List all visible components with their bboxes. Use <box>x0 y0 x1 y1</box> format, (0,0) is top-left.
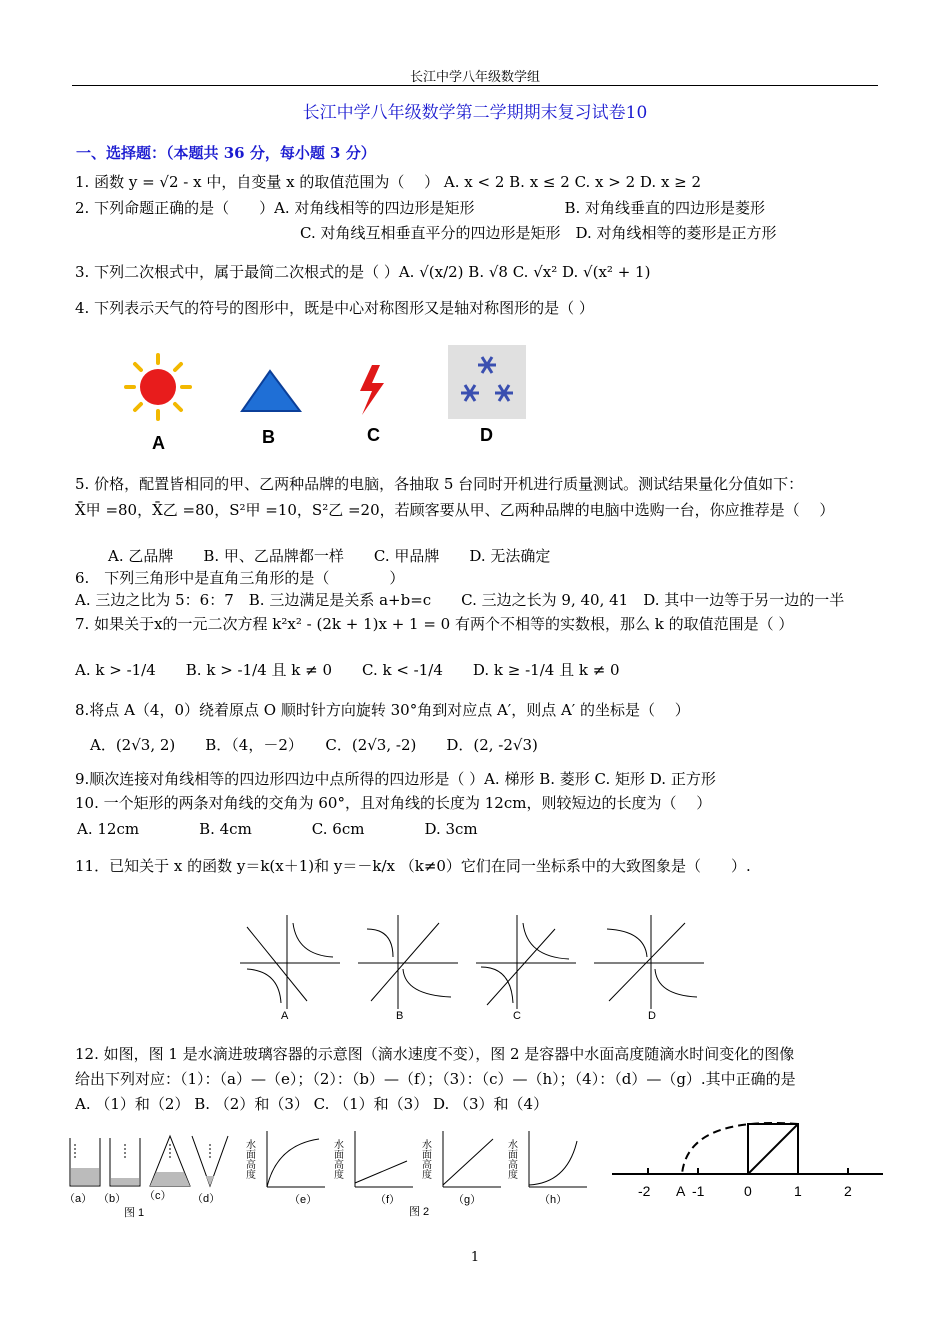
section-heading: 一、选择题：（本题共 36 分，每小题 3 分） <box>76 144 376 162</box>
graph-a <box>240 915 340 1009</box>
axis-title: 水面高度 <box>505 1139 517 1179</box>
container-label: （a） <box>64 1193 93 1205</box>
sun-icon <box>126 355 190 419</box>
graph-c <box>476 915 576 1009</box>
height-graphs-figure <box>245 1125 585 1220</box>
lightning-icon <box>360 365 384 415</box>
question-line: X̄甲 =80，X̄乙 =80，S²甲 =10，S²乙 =20，若顾客要从甲、乙两种品牌的电脑中选购一台，你应推荐是（ ） <box>75 501 835 519</box>
numberline-label: 0 <box>744 1183 752 1199</box>
graph-label: （f） <box>375 1194 401 1206</box>
container-label: （b） <box>98 1193 127 1205</box>
numberline-label: -2 <box>638 1183 651 1199</box>
number-line-figure <box>608 1120 888 1210</box>
graph-e <box>267 1131 325 1187</box>
question-line: 9.顺次连接对角线相等的四边形四边中点所得的四边形是（ ）A. 梯形 B. 菱形 C. 矩形 D. 正方形 <box>75 770 716 788</box>
axis-title: 水面高度 <box>331 1139 343 1179</box>
graph-label: A <box>281 1010 289 1022</box>
graph-g <box>443 1131 501 1187</box>
weather-label: A <box>152 433 165 453</box>
container-label: （c） <box>144 1190 172 1202</box>
graph-d <box>594 915 704 1009</box>
numberline-label: A <box>676 1183 686 1199</box>
question-line: A. 乙品牌 B. 甲、乙品牌都一样 C. 甲品牌 D. 无法确定 <box>108 547 551 565</box>
containers-figure <box>62 1130 232 1220</box>
figure1-label: 图 1 <box>124 1207 145 1219</box>
weather-label: C <box>367 425 380 445</box>
numberline-label: -1 <box>692 1183 705 1199</box>
page-number: 1 <box>470 1250 480 1265</box>
weather-label: B <box>262 427 275 447</box>
graph-label: D <box>648 1010 656 1022</box>
numberline-label: 1 <box>794 1183 802 1199</box>
question-line: A. （1）和（2） B. （2）和（3） C. （1）和（3） D. （3）和（4） <box>75 1095 549 1113</box>
graph-h <box>529 1131 587 1187</box>
question-line: 12. 如图，图 1 是水滴进玻璃容器的示意图（滴水速度不变），图 2 是容器中水面高度随滴水时间变化的图像 <box>75 1045 795 1063</box>
graph-label: （e） <box>289 1194 318 1206</box>
question-line: A．(2√3, 2) B．（4，－2） C．(2√3, -2) D．(2, -2√3) <box>90 736 538 754</box>
container-label: （d） <box>192 1193 221 1205</box>
question-line: 10. 一个矩形的两条对角线的交角为 60°，且对角线的长度为 12cm，则较短边的长度为（ ） <box>75 794 712 812</box>
question-line: C. 对角线互相垂直平分的四边形是矩形 D. 对角线相等的菱形是正方形 <box>300 224 777 242</box>
graph-label: B <box>396 1010 404 1022</box>
question-line: 2. 下列命题正确的是（ ）A. 对角线相等的四边形是矩形 B. 对角线垂直的四边形是菱形 <box>75 199 766 217</box>
page-title: 长江中学八年级数学第二学期期末复习试卷10 <box>302 103 648 123</box>
graph-label: （g） <box>453 1194 482 1206</box>
question-line: 6. 下列三角形中是直角三角形的是（ ） <box>75 569 405 587</box>
function-graphs-figure <box>235 905 715 1025</box>
triangle-icon <box>242 371 300 411</box>
weather-label: D <box>480 425 493 445</box>
axis-title: 水面高度 <box>419 1139 431 1179</box>
header-rule <box>72 85 878 86</box>
question-line: 7. 如果关于x的一元二次方程 k²x² - (2k + 1)x + 1 = 0 有两个不相等的实数根，那么 k 的取值范围是（ ） <box>75 615 794 633</box>
graph-label: （h） <box>539 1194 568 1206</box>
question-line: 3. 下列二次根式中，属于最简二次根式的是（ ）A. √(x/2) B. √8 C. √x² D. √(x² + 1) <box>75 263 651 281</box>
numberline-label: 2 <box>844 1183 852 1199</box>
question-line: A. k > -1/4 B. k > -1/4 且 k ≠ 0 C. k < -1/4 D. k ≥ -1/4 且 k ≠ 0 <box>75 661 620 679</box>
question-line: 11．已知关于 x 的函数 y＝k(x＋1)和 y＝－k/x （k≠0）它们在同一坐标系中的大致图象是（ ）. <box>75 857 751 875</box>
question-line: A. 12cm B. 4cm C. 6cm D. 3cm <box>77 820 478 838</box>
question-line: A. 三边之比为 5：6：7 B. 三边满足是关系 a+b=c C. 三边之长为 9, 40, 41 D. 其中一边等于另一边的一半 <box>75 591 845 609</box>
question-line: 1. 函数 y = √2 - x 中，自变量 x 的取值范围为（ ） A. x < 2 B. x ≤ 2 C. x > 2 D. x ≥ 2 <box>75 173 702 191</box>
question-line: 8.将点 A（4，0）绕着原点 O 顺时针方向旋转 30°角到对应点 A′，则点 A′ 的坐标是（ ） <box>75 701 690 719</box>
weather-figure <box>110 335 550 455</box>
graph-b <box>358 915 458 1009</box>
question-line: 5. 价格，配置皆相同的甲、乙两种品牌的电脑，各抽取 5 台同时开机进行质量测试。测试结果量化分值如下： <box>75 475 804 493</box>
question-line: 4. 下列表示天气的符号的图形中，既是中心对称图形又是轴对称图形的是（ ） <box>75 299 594 317</box>
figure2-label: 图 2 <box>409 1206 430 1218</box>
graph-f <box>355 1131 413 1187</box>
question-line: 给出下列对应：（1）：（a）—（e）；（2）：（b）—（f）；（3）：（c）—（h）；（4）：（d）—（g）.其中正确的是 <box>75 1070 796 1088</box>
page-header: 长江中学八年级数学组 <box>409 70 540 85</box>
axis-title: 水面高度 <box>243 1139 255 1179</box>
graph-label: C <box>513 1010 521 1022</box>
